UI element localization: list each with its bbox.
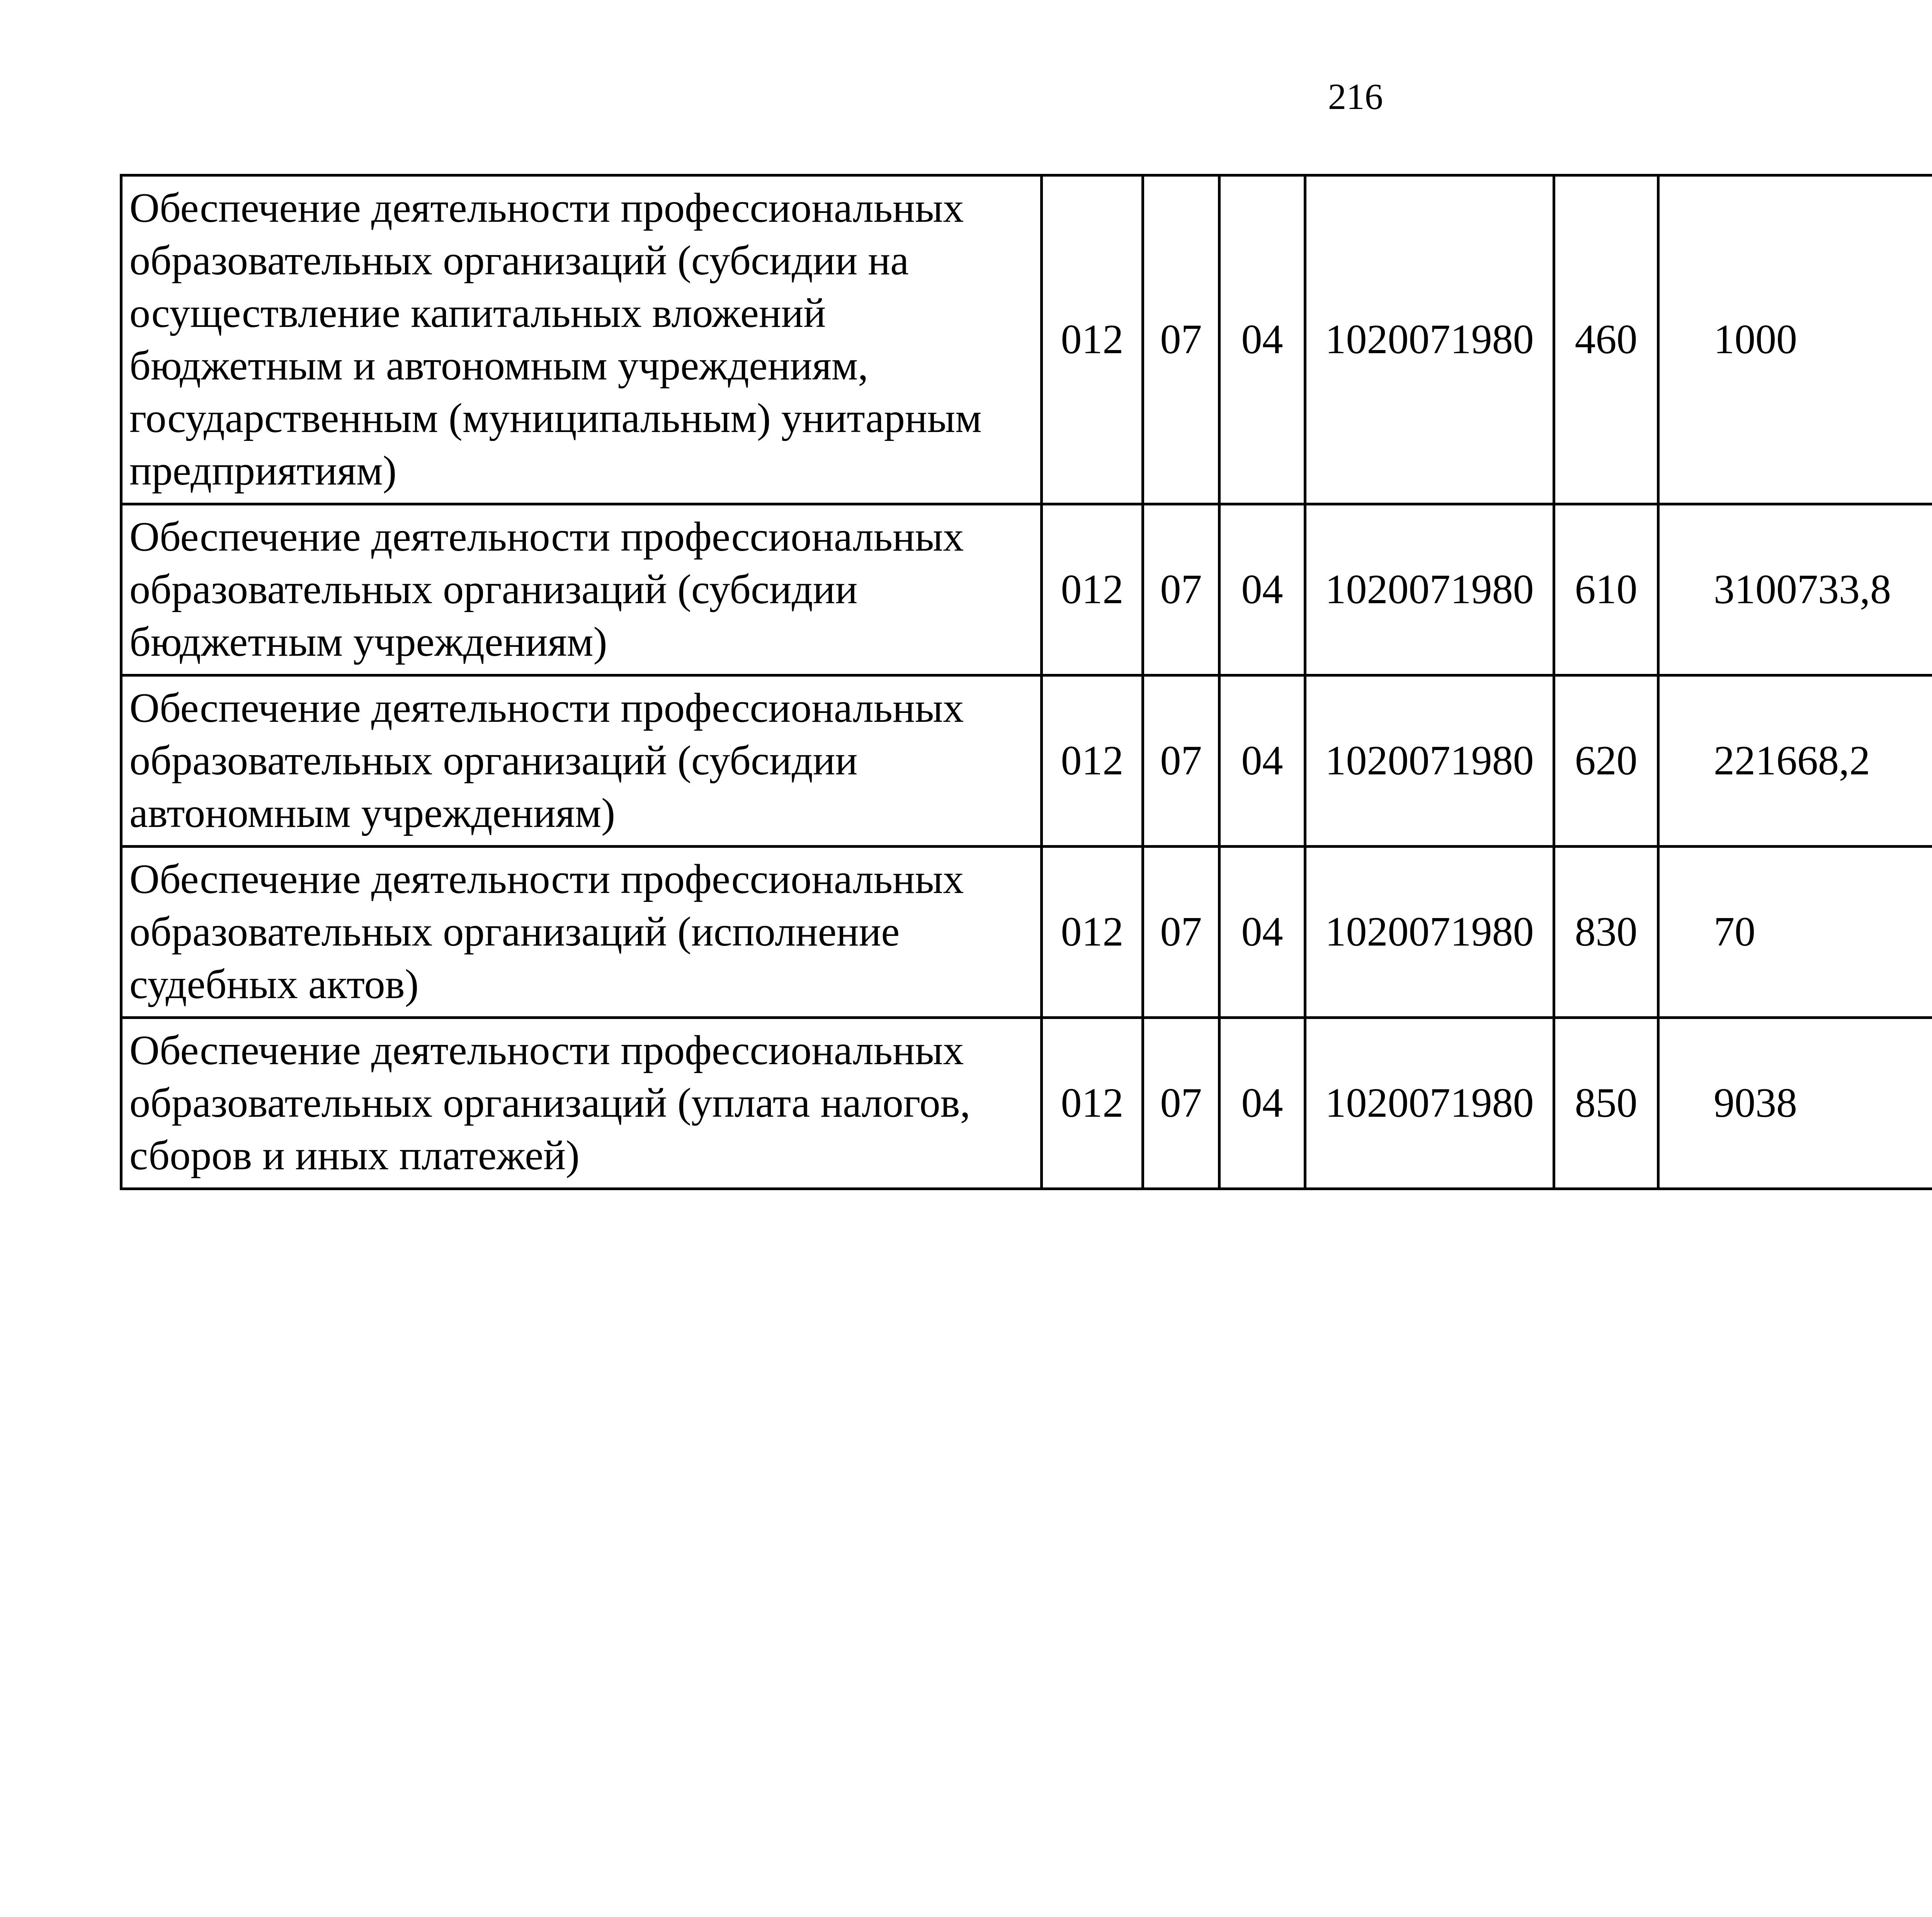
ministry-code-cell: 012 [1042, 1018, 1143, 1189]
sum-year1-cell: 70 [1658, 847, 1932, 1018]
expense-name-cell: Обеспечение деятельности профессиональных образовательных организаций (субсидии бюджетным учреждениям) [121, 504, 1042, 675]
ministry-code-cell: 012 [1042, 675, 1143, 847]
table-row [121, 847, 1932, 1018]
expense-type-cell: 620 [1554, 675, 1658, 847]
table-row [121, 504, 1932, 675]
target-article-cell: 1020071980 [1305, 504, 1554, 675]
subsection-code-cell: 04 [1219, 504, 1305, 675]
section-code-cell: 07 [1143, 847, 1219, 1018]
expense-name-cell: Обеспечение деятельности профессиональных образовательных организаций (субсидии автономным учреждениям) [121, 675, 1042, 847]
table-row [121, 1018, 1932, 1189]
sum-year1-cell: 3100733,8 [1658, 504, 1932, 675]
budget-table [120, 174, 1932, 1190]
ministry-code-cell: 012 [1042, 504, 1143, 675]
target-article-cell: 1020071980 [1305, 175, 1554, 504]
section-code-cell: 07 [1143, 175, 1219, 504]
target-article-cell: 1020071980 [1305, 675, 1554, 847]
table-row [121, 175, 1932, 504]
page-number: 216 [1328, 76, 1383, 117]
expense-type-cell: 850 [1554, 1018, 1658, 1189]
subsection-code-cell: 04 [1219, 847, 1305, 1018]
expense-name-cell: Обеспечение деятельности профессиональных образовательных организаций (исполнение судебных актов) [121, 847, 1042, 1018]
expense-name-cell: Обеспечение деятельности профессиональных образовательных организаций (субсидии на осуществление капитальных вложений бюджетным и автономным учреждениям, государственным (муниципальным) унитарным предприятиям) [121, 175, 1042, 504]
table-row [121, 675, 1932, 847]
ministry-code-cell: 012 [1042, 847, 1143, 1018]
subsection-code-cell: 04 [1219, 675, 1305, 847]
expense-type-cell: 830 [1554, 847, 1658, 1018]
expense-type-cell: 610 [1554, 504, 1658, 675]
ministry-code-cell: 012 [1042, 175, 1143, 504]
sum-year1-cell: 1000 [1658, 175, 1932, 504]
section-code-cell: 07 [1143, 675, 1219, 847]
target-article-cell: 1020071980 [1305, 847, 1554, 1018]
target-article-cell: 1020071980 [1305, 1018, 1554, 1189]
subsection-code-cell: 04 [1219, 1018, 1305, 1189]
section-code-cell: 07 [1143, 1018, 1219, 1189]
sum-year1-cell: 9038 [1658, 1018, 1932, 1189]
expense-type-cell: 460 [1554, 175, 1658, 504]
subsection-code-cell: 04 [1219, 175, 1305, 504]
sum-year1-cell: 221668,2 [1658, 675, 1932, 847]
expense-name-cell: Обеспечение деятельности профессиональных образовательных организаций (уплата налогов, сборов и иных платежей) [121, 1018, 1042, 1189]
section-code-cell: 07 [1143, 504, 1219, 675]
